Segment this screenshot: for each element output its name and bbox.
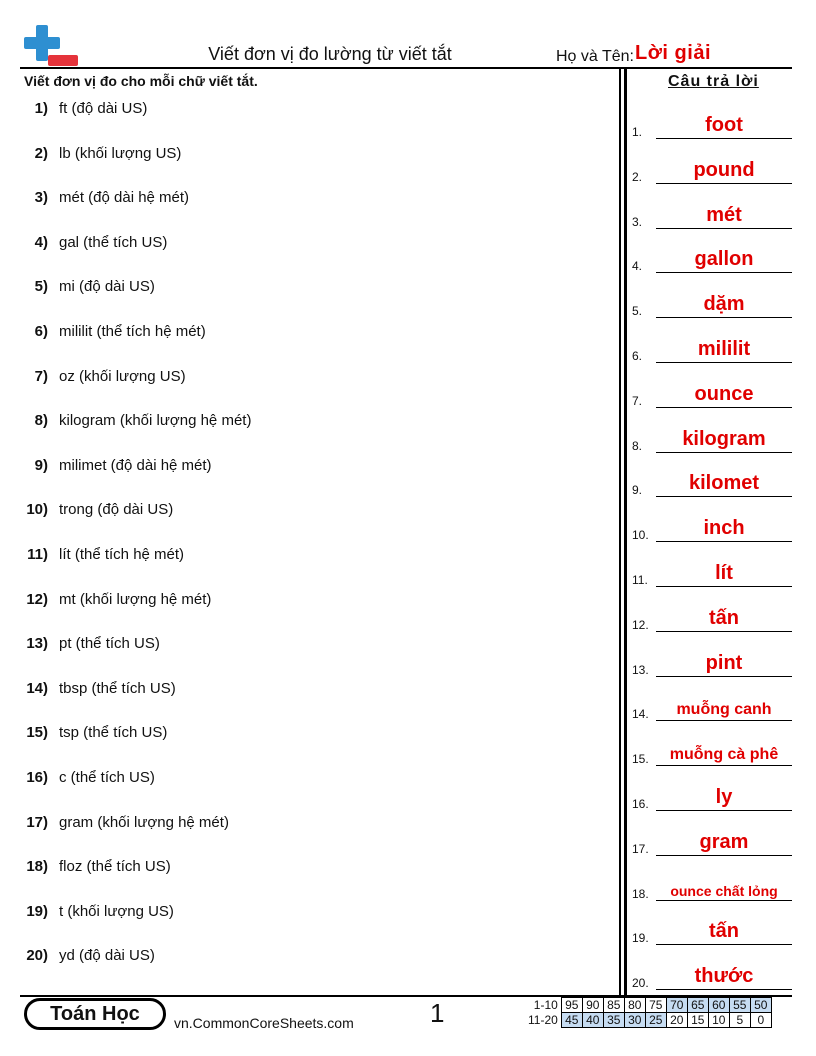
question-text: mt (khối lượng hệ mét) [59, 590, 212, 608]
score-cell: 75 [645, 998, 666, 1013]
answer-number: 17. [632, 841, 649, 856]
answer-line [656, 541, 792, 542]
question-item [0, 546, 600, 570]
question-item [0, 814, 600, 838]
score-cell: 50 [750, 998, 771, 1013]
answer-text: gallon [694, 248, 754, 271]
answer-text: foot [705, 114, 743, 136]
answer-item [632, 736, 792, 766]
question-number: 1) [34, 100, 48, 117]
answer-number: 6. [632, 349, 643, 363]
brand-badge: Toán Học [24, 998, 166, 1030]
answer-number: 16. [632, 797, 649, 811]
question-text: pt (thể tích US) [59, 635, 160, 653]
answer-line [656, 452, 792, 453]
question-item [0, 903, 600, 927]
question-text: kilogram (khối lượng hệ mét) [59, 412, 252, 430]
answer-item [632, 423, 792, 453]
question-number: 16) [26, 769, 48, 786]
answer-item [632, 199, 792, 229]
answer-number: 11. [632, 573, 648, 587]
question-number: 12) [26, 590, 48, 608]
answer-line [656, 989, 792, 990]
question-number: 6) [34, 323, 48, 340]
answer-text: pint [705, 651, 743, 674]
answer-text: kilomet [688, 472, 760, 495]
question-item [0, 368, 600, 392]
answer-item [632, 154, 792, 184]
answer-number: 1. [632, 125, 643, 139]
answer-item [632, 378, 792, 408]
question-text: ft (độ dài US) [59, 100, 148, 117]
score-cell: 30 [624, 1013, 645, 1028]
score-cell: 85 [603, 998, 624, 1013]
question-text: gal (thể tích US) [59, 233, 168, 251]
score-cell: 45 [561, 1013, 582, 1028]
question-item [0, 100, 600, 124]
question-number: 20) [26, 947, 48, 965]
answer-number: 15. [632, 752, 649, 767]
question-item [0, 501, 600, 525]
name-value: Lời giải [635, 42, 712, 64]
question-text: trong (độ dài US) [59, 501, 174, 519]
answer-text: gram [699, 830, 749, 853]
answer-number: 9. [632, 483, 643, 498]
answer-text: mét [706, 203, 742, 226]
answer-line [656, 138, 792, 139]
name-label: Họ và Tên: [556, 48, 634, 65]
answer-line [656, 362, 792, 363]
answer-number: 13. [632, 662, 649, 677]
answer-text: kilogram [682, 427, 766, 450]
score-row [526, 1013, 771, 1028]
question-text: lb (khối lượng US) [59, 144, 182, 162]
answer-number: 5. [632, 304, 643, 319]
answer-line [656, 720, 792, 721]
question-item [0, 412, 600, 436]
question-number: 3) [34, 189, 48, 207]
question-item [0, 145, 600, 169]
question-text: lít (thể tích hệ mét) [59, 546, 185, 563]
answer-text: inch [703, 517, 745, 540]
question-text: oz (khối lượng US) [59, 367, 186, 385]
site-url[interactable]: vn.CommonCoreSheets.com [174, 1015, 354, 1031]
score-cell: 80 [624, 998, 645, 1013]
question-item [0, 278, 600, 302]
answer-line [656, 228, 792, 229]
answer-number: 10. [632, 528, 649, 543]
question-item [0, 724, 600, 748]
column-divider-bold [624, 68, 627, 995]
answer-line [656, 810, 792, 811]
question-text: gram (khối lượng hệ mét) [59, 813, 229, 831]
question-item [0, 457, 600, 481]
answer-item [632, 826, 792, 856]
answer-number: 8. [632, 438, 643, 453]
answer-item [632, 557, 792, 587]
answer-line [656, 496, 792, 497]
answer-item [632, 109, 792, 139]
answer-item [632, 512, 792, 542]
answer-line [656, 317, 792, 318]
plus-minus-logo-icon [22, 24, 80, 68]
answer-number: 4. [632, 259, 643, 274]
answer-line [656, 900, 792, 901]
answer-text: lít [715, 562, 733, 584]
score-cell: 20 [666, 1013, 687, 1028]
question-number: 15) [26, 724, 48, 742]
answer-item [632, 333, 792, 363]
score-row-label: 1-10 [533, 998, 558, 1012]
answer-text: muỗng cà phê [669, 746, 779, 764]
question-item [0, 189, 600, 213]
answer-item [632, 915, 792, 945]
score-cell: 55 [729, 998, 750, 1013]
question-text: tbsp (thể tích US) [59, 679, 176, 697]
score-row-label: 11-20 [528, 1013, 558, 1027]
answer-text: mililit [697, 338, 751, 360]
score-cell: 35 [603, 1013, 624, 1028]
answer-item [632, 288, 792, 318]
question-text: mililit (thể tích hệ mét) [59, 323, 206, 340]
question-item [0, 591, 600, 615]
answer-item [632, 467, 792, 497]
answer-text: ounce chất lỏng [670, 882, 778, 899]
question-number: 5) [34, 278, 48, 296]
answer-text: tấn [709, 606, 739, 629]
score-cell: 60 [708, 998, 729, 1013]
answer-line [656, 944, 792, 945]
question-text: t (khối lượng US) [59, 902, 174, 920]
score-cell: 15 [687, 1013, 708, 1028]
column-divider [619, 68, 621, 995]
question-number: 17) [26, 813, 48, 831]
question-item [0, 858, 600, 882]
score-row [526, 998, 771, 1013]
answer-number: 18. [632, 886, 649, 901]
answer-line [656, 272, 792, 273]
question-text: mét (độ dài hệ mét) [59, 189, 190, 207]
answer-line [656, 855, 792, 856]
page-number: 1 [430, 998, 445, 1028]
answer-item [632, 602, 792, 632]
answer-line [656, 676, 792, 677]
answer-item [632, 647, 792, 677]
answer-item [632, 691, 792, 721]
instructions: Viết đơn vị đo cho mỗi chữ viết tắt. [24, 73, 258, 89]
question-number: 7) [34, 367, 48, 385]
answer-item [632, 960, 792, 990]
answer-number: 12. [632, 617, 649, 632]
worksheet-title: Viết đơn vị đo lường từ viết tắt [208, 44, 452, 64]
question-text: milimet (độ dài hệ mét) [59, 456, 212, 474]
score-cell: 5 [729, 1013, 750, 1028]
score-table [526, 997, 772, 1028]
answer-line [656, 586, 792, 587]
answer-text: pound [693, 158, 755, 181]
question-item [0, 234, 600, 258]
answer-number: 2. [632, 169, 643, 184]
answer-text: ly [715, 786, 733, 808]
question-text: tsp (thể tích US) [59, 724, 168, 742]
question-number: 19) [26, 902, 48, 920]
question-number: 13) [26, 635, 48, 653]
answer-line [656, 765, 792, 766]
answer-number: 14. [632, 707, 649, 722]
question-item [0, 323, 600, 347]
score-cell: 90 [582, 998, 603, 1013]
score-cell: 65 [687, 998, 708, 1013]
answer-line [656, 407, 792, 408]
question-number: 18) [26, 858, 48, 876]
score-cell: 70 [666, 998, 687, 1013]
answer-number: 7. [632, 393, 643, 408]
question-number: 9) [34, 456, 48, 474]
score-cell: 40 [582, 1013, 603, 1028]
question-item [0, 635, 600, 659]
answers-heading: Câu trả lời [668, 73, 759, 90]
question-item [0, 769, 600, 793]
answer-text: muỗng canh [676, 701, 772, 719]
question-text: yd (độ dài US) [59, 947, 155, 965]
question-item [0, 680, 600, 704]
question-number: 10) [26, 501, 48, 519]
score-cell: 95 [561, 998, 582, 1013]
answer-number: 3. [632, 214, 643, 229]
answer-item [632, 781, 792, 811]
answer-item [632, 243, 792, 273]
answer-text: thước [694, 965, 754, 988]
score-cell: 0 [750, 1013, 771, 1028]
answer-text: tấn [709, 920, 739, 943]
question-text: c (thể tích US) [59, 769, 155, 786]
answer-item [632, 871, 792, 901]
score-cell: 25 [645, 1013, 666, 1028]
answer-number: 20. [632, 976, 649, 991]
header-divider [20, 67, 792, 69]
question-number: 2) [34, 144, 48, 162]
question-text: floz (thể tích US) [59, 858, 171, 876]
answer-line [656, 631, 792, 632]
question-number: 8) [34, 412, 48, 430]
question-number: 11) [27, 546, 48, 563]
question-number: 4) [34, 233, 48, 251]
answer-text: ounce [694, 382, 754, 405]
answer-number: 19. [632, 931, 649, 946]
answer-text: dặm [703, 293, 745, 316]
question-item [0, 947, 600, 971]
question-text: mi (độ dài US) [59, 278, 155, 296]
score-cell: 10 [708, 1013, 729, 1028]
answer-line [656, 183, 792, 184]
question-number: 14) [26, 679, 48, 697]
